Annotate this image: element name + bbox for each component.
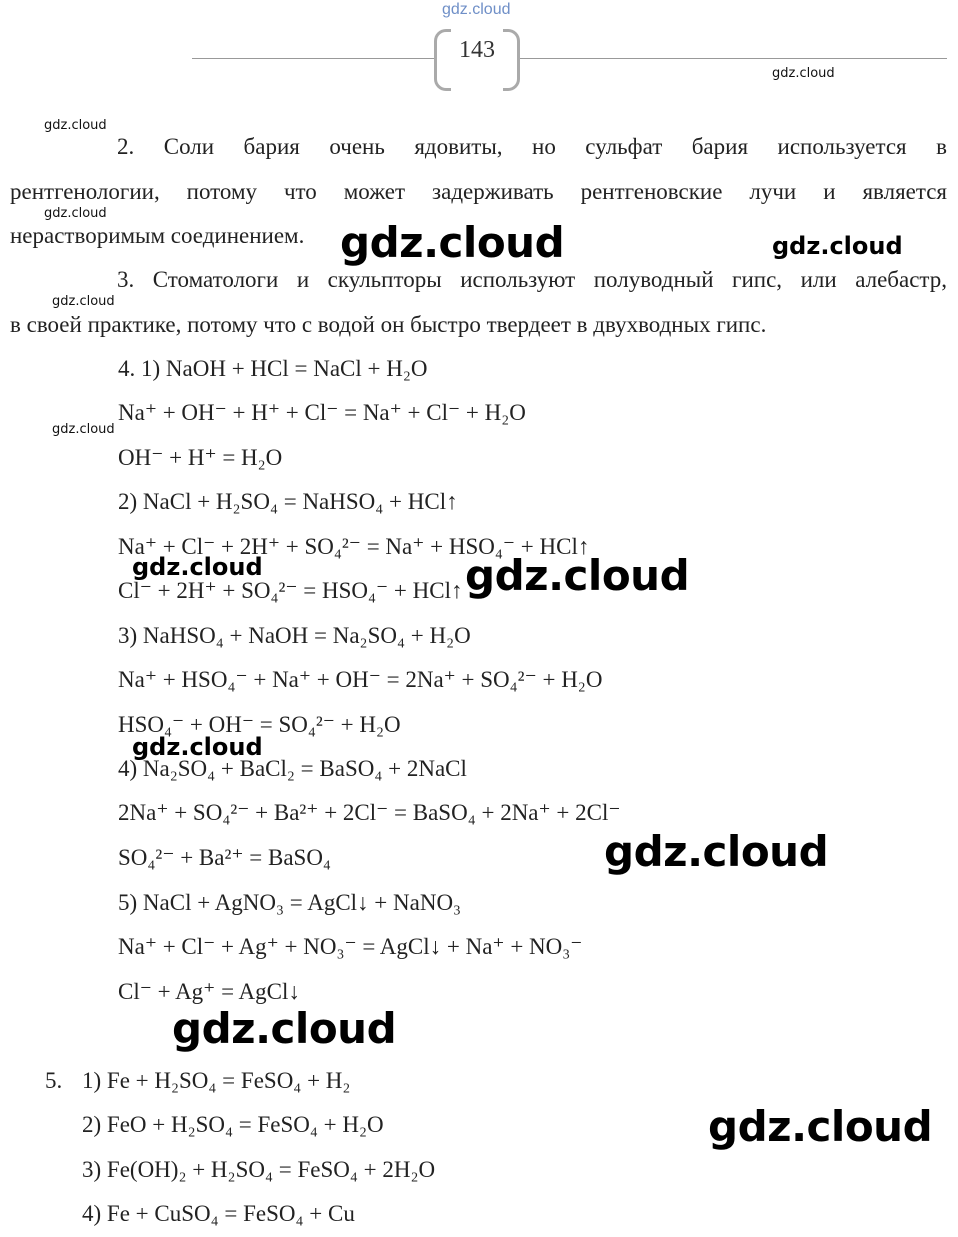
page-number-frame bbox=[434, 29, 520, 87]
watermark-medium: gdz.cloud bbox=[772, 232, 903, 260]
equation-4-2-short-ionic: Cl⁻ + 2H⁺ + SO₄²⁻ = HSO₄⁻ + HCl↑ bbox=[118, 578, 463, 603]
watermark-small: gdz.cloud bbox=[44, 118, 107, 133]
task-5-item-2: 2) FeO + H₂SO₄ = FeSO₄ + H₂O bbox=[82, 1112, 384, 1137]
watermark-large: gdz.cloud bbox=[172, 1004, 397, 1053]
watermark-large: gdz.cloud bbox=[708, 1102, 933, 1151]
task-5-item-3: 3) Fe(OH)₂ + H₂SO₄ = FeSO₄ + 2H₂O bbox=[82, 1157, 436, 1182]
watermark-small: gdz.cloud bbox=[52, 422, 115, 437]
watermark-small: gdz.cloud bbox=[44, 206, 107, 221]
watermark-large: gdz.cloud bbox=[604, 827, 829, 876]
watermark-top: gdz.cloud bbox=[442, 1, 511, 18]
header-rule-left bbox=[192, 58, 436, 59]
watermark-small: gdz.cloud bbox=[52, 294, 115, 309]
equation-4-1-molecular: 4. 1) NaOH + HCl = NaCl + H₂O bbox=[118, 356, 428, 381]
task-5-number: 5. bbox=[45, 1068, 63, 1093]
watermark-medium: gdz.cloud bbox=[132, 733, 263, 761]
task-5-item-1: 1) Fe + H₂SO₄ = FeSO₄ + H₂ bbox=[82, 1068, 351, 1093]
watermark-medium: gdz.cloud bbox=[132, 553, 263, 581]
task-5-item-4: 4) Fe + CuSO₄ = FeSO₄ + Cu bbox=[82, 1201, 355, 1226]
paragraph-3-line-2: в своей практике, потому что с водой он быстро твердеет в двухводных гипс. bbox=[10, 311, 767, 337]
page-number: 143 bbox=[459, 37, 495, 63]
header-rule-right bbox=[520, 58, 947, 59]
watermark-large: gdz.cloud bbox=[465, 551, 690, 600]
paragraph-3-line-1: 3. Стоматологи и скульпторы используют полуводный гипс, или алебастр, bbox=[117, 267, 947, 292]
equation-4-2-molecular: 2) NaCl + H₂SO₄ = NaHSO₄ + HCl↑ bbox=[118, 489, 458, 514]
equation-4-1-short-ionic: OH⁻ + H⁺ = H₂O bbox=[118, 445, 283, 470]
equation-4-5-molecular: 5) NaCl + AgNO₃ = AgCl↓ + NaNO₃ bbox=[118, 890, 462, 915]
equation-4-1-full-ionic: Na⁺ + OH⁻ + H⁺ + Cl⁻ = Na⁺ + Cl⁻ + H₂O bbox=[118, 400, 526, 425]
paragraph-2-line-1: 2. Соли бария очень ядовиты, но сульфат бария используется в bbox=[117, 134, 947, 159]
paragraph-3 bbox=[10, 258, 947, 347]
equation-4-3-molecular: 3) NaHSO₄ + NaOH = Na₂SO₄ + H₂O bbox=[118, 623, 471, 648]
watermark-large: gdz.cloud bbox=[340, 218, 565, 267]
equation-4-2-full-ionic: Na⁺ + Cl⁻ + 2H⁺ + SO₄²⁻ = Na⁺ + HSO₄⁻ + HCl↑ bbox=[118, 534, 590, 559]
paragraph-2-line-2: рентгенологии, потому что может задерживать рентгеновские лучи и является bbox=[10, 178, 947, 204]
equation-4-4-short-ionic: SO₄²⁻ + Ba²⁺ = BaSO₄ bbox=[118, 845, 331, 870]
watermark-header-right: gdz.cloud bbox=[772, 66, 835, 81]
equation-4-3-short-ionic: HSO₄⁻ + OH⁻ = SO₄²⁻ + H₂O bbox=[118, 712, 401, 737]
equation-4-5-short-ionic: Cl⁻ + Ag⁺ = AgCl↓ bbox=[118, 979, 300, 1004]
equation-4-4-full-ionic: 2Na⁺ + SO₄²⁻ + Ba²⁺ + 2Cl⁻ = BaSO₄ + 2Na⁺ + 2Cl⁻ bbox=[118, 800, 621, 825]
equation-4-3-full-ionic: Na⁺ + HSO₄⁻ + Na⁺ + OH⁻ = 2Na⁺ + SO₄²⁻ + H₂O bbox=[118, 667, 603, 692]
equation-4-5-full-ionic: Na⁺ + Cl⁻ + Ag⁺ + NO₃⁻ = AgCl↓ + Na⁺ + NO₃⁻ bbox=[118, 934, 583, 959]
paragraph-2-line-3: нерастворимым соединением. bbox=[10, 223, 305, 248]
equation-4-4-molecular: 4) Na₂SO₄ + BaCl₂ = BaSO₄ + 2NaCl bbox=[118, 756, 467, 781]
